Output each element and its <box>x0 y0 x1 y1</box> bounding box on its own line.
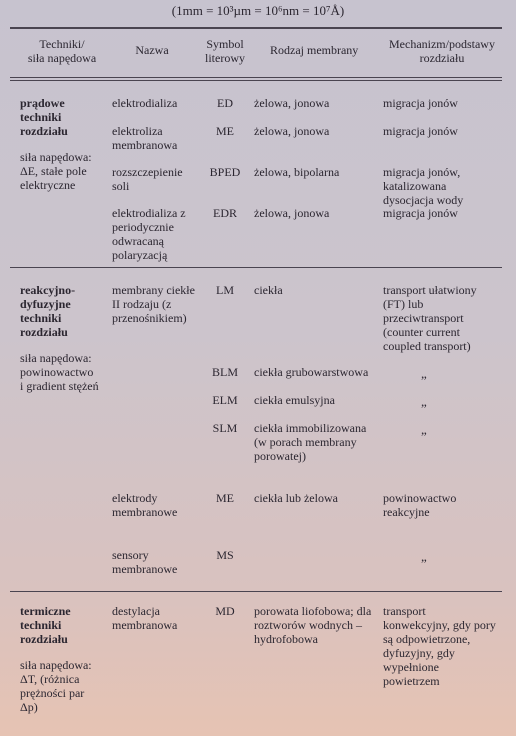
row-name: elektroliza membranowa <box>112 124 178 152</box>
row-mechanism: migracja jonów <box>383 96 458 110</box>
row-membrane: żelowa, jonowa <box>254 96 330 110</box>
row-name: elektrody membranowe <box>112 491 178 519</box>
row-name: sensory membranowe <box>112 548 178 576</box>
row-symbol: MS <box>216 548 234 562</box>
header-symbol: Symbol literowy <box>205 37 245 65</box>
header-bottom-rule <box>10 77 502 78</box>
group-divider-2 <box>10 591 502 592</box>
row-mechanism: migracja jonów, katalizowana dysocjacja wody <box>383 165 464 207</box>
table-top-rule <box>10 27 502 29</box>
row-mechanism-ditto: „ <box>421 366 427 381</box>
row-membrane: ciekła immobilizowana (w porach membrany porowatej) <box>254 421 367 463</box>
header-name: Nazwa <box>135 43 169 57</box>
row-symbol: MD <box>215 604 235 618</box>
header-membrane-type: Rodzaj membrany <box>270 43 359 57</box>
group-force-thermal: siła napędowa: ΔT, (różnica prężności par Δp) <box>20 658 92 714</box>
group-force-current: siła napędowa: ΔE, stałe pole elektryczne <box>20 150 92 192</box>
row-symbol: ME <box>216 124 234 138</box>
row-mechanism: transport ułatwiony (FT) lub przeciwtransport (counter current coupled transport) <box>383 283 477 353</box>
group-force-reactive-diffusive: siła napędowa: powinowactwo i gradient stężeń <box>20 351 99 393</box>
row-mechanism: transport konwekcyjny, gdy pory są odpowietrzone, dyfuzyjny, gdy wypełnione powietrzem <box>383 604 496 688</box>
row-membrane: żelowa, jonowa <box>254 124 330 138</box>
row-symbol: SLM <box>212 421 238 435</box>
row-membrane: ciekła emulsyjna <box>254 393 335 407</box>
row-symbol: ME <box>216 491 234 505</box>
row-symbol: ED <box>217 96 233 110</box>
row-membrane: ciekła <box>254 283 283 297</box>
group-title-current: prądowe techniki rozdziału <box>20 96 68 138</box>
row-mechanism-ditto: „ <box>421 422 427 437</box>
row-membrane: porowata liofobowa; dla roztworów wodnych – hydrofobowa <box>254 604 372 646</box>
row-name: elektrodializa <box>112 96 178 110</box>
row-membrane: żelowa, jonowa <box>254 206 330 220</box>
row-mechanism-ditto: „ <box>421 549 427 564</box>
row-symbol: LM <box>216 283 234 297</box>
row-membrane: ciekła lub żelowa <box>254 491 338 505</box>
row-mechanism: powinowactwo reakcyjne <box>383 491 457 519</box>
row-membrane: ciekła grubowarstwowa <box>254 365 369 379</box>
row-mechanism: migracja jonów <box>383 124 458 138</box>
page-title: (1mm = 10³µm = 10⁶nm = 10⁷Å) <box>171 3 345 18</box>
row-mechanism-ditto: „ <box>421 394 427 409</box>
group-title-thermal: termiczne techniki rozdziału <box>20 604 71 646</box>
row-name: membrany ciekłe II rodzaju (z przenośnikiem) <box>112 283 195 325</box>
row-name: elektrodializa z periodycznie odwracaną polaryzacją <box>112 206 186 262</box>
group-divider-1 <box>10 267 502 268</box>
header-techniques: Techniki/ siła napędowa <box>27 37 97 65</box>
row-name: destylacja membranowa <box>112 604 178 632</box>
row-membrane: żelowa, bipolarna <box>254 165 340 179</box>
header-bottom-rule-2 <box>10 80 502 81</box>
row-symbol: BPED <box>209 165 241 179</box>
row-symbol: ELM <box>212 393 238 407</box>
row-symbol: EDR <box>213 206 237 220</box>
header-mechanism: Mechanizm/podstawy rozdziału <box>389 37 495 65</box>
group-title-reactive-diffusive: reakcyjno- dyfuzyjne techniki rozdziału <box>20 283 76 339</box>
row-symbol: BLM <box>211 365 238 379</box>
row-name: rozszczepienie soli <box>112 165 183 193</box>
row-mechanism: migracja jonów <box>383 206 458 220</box>
